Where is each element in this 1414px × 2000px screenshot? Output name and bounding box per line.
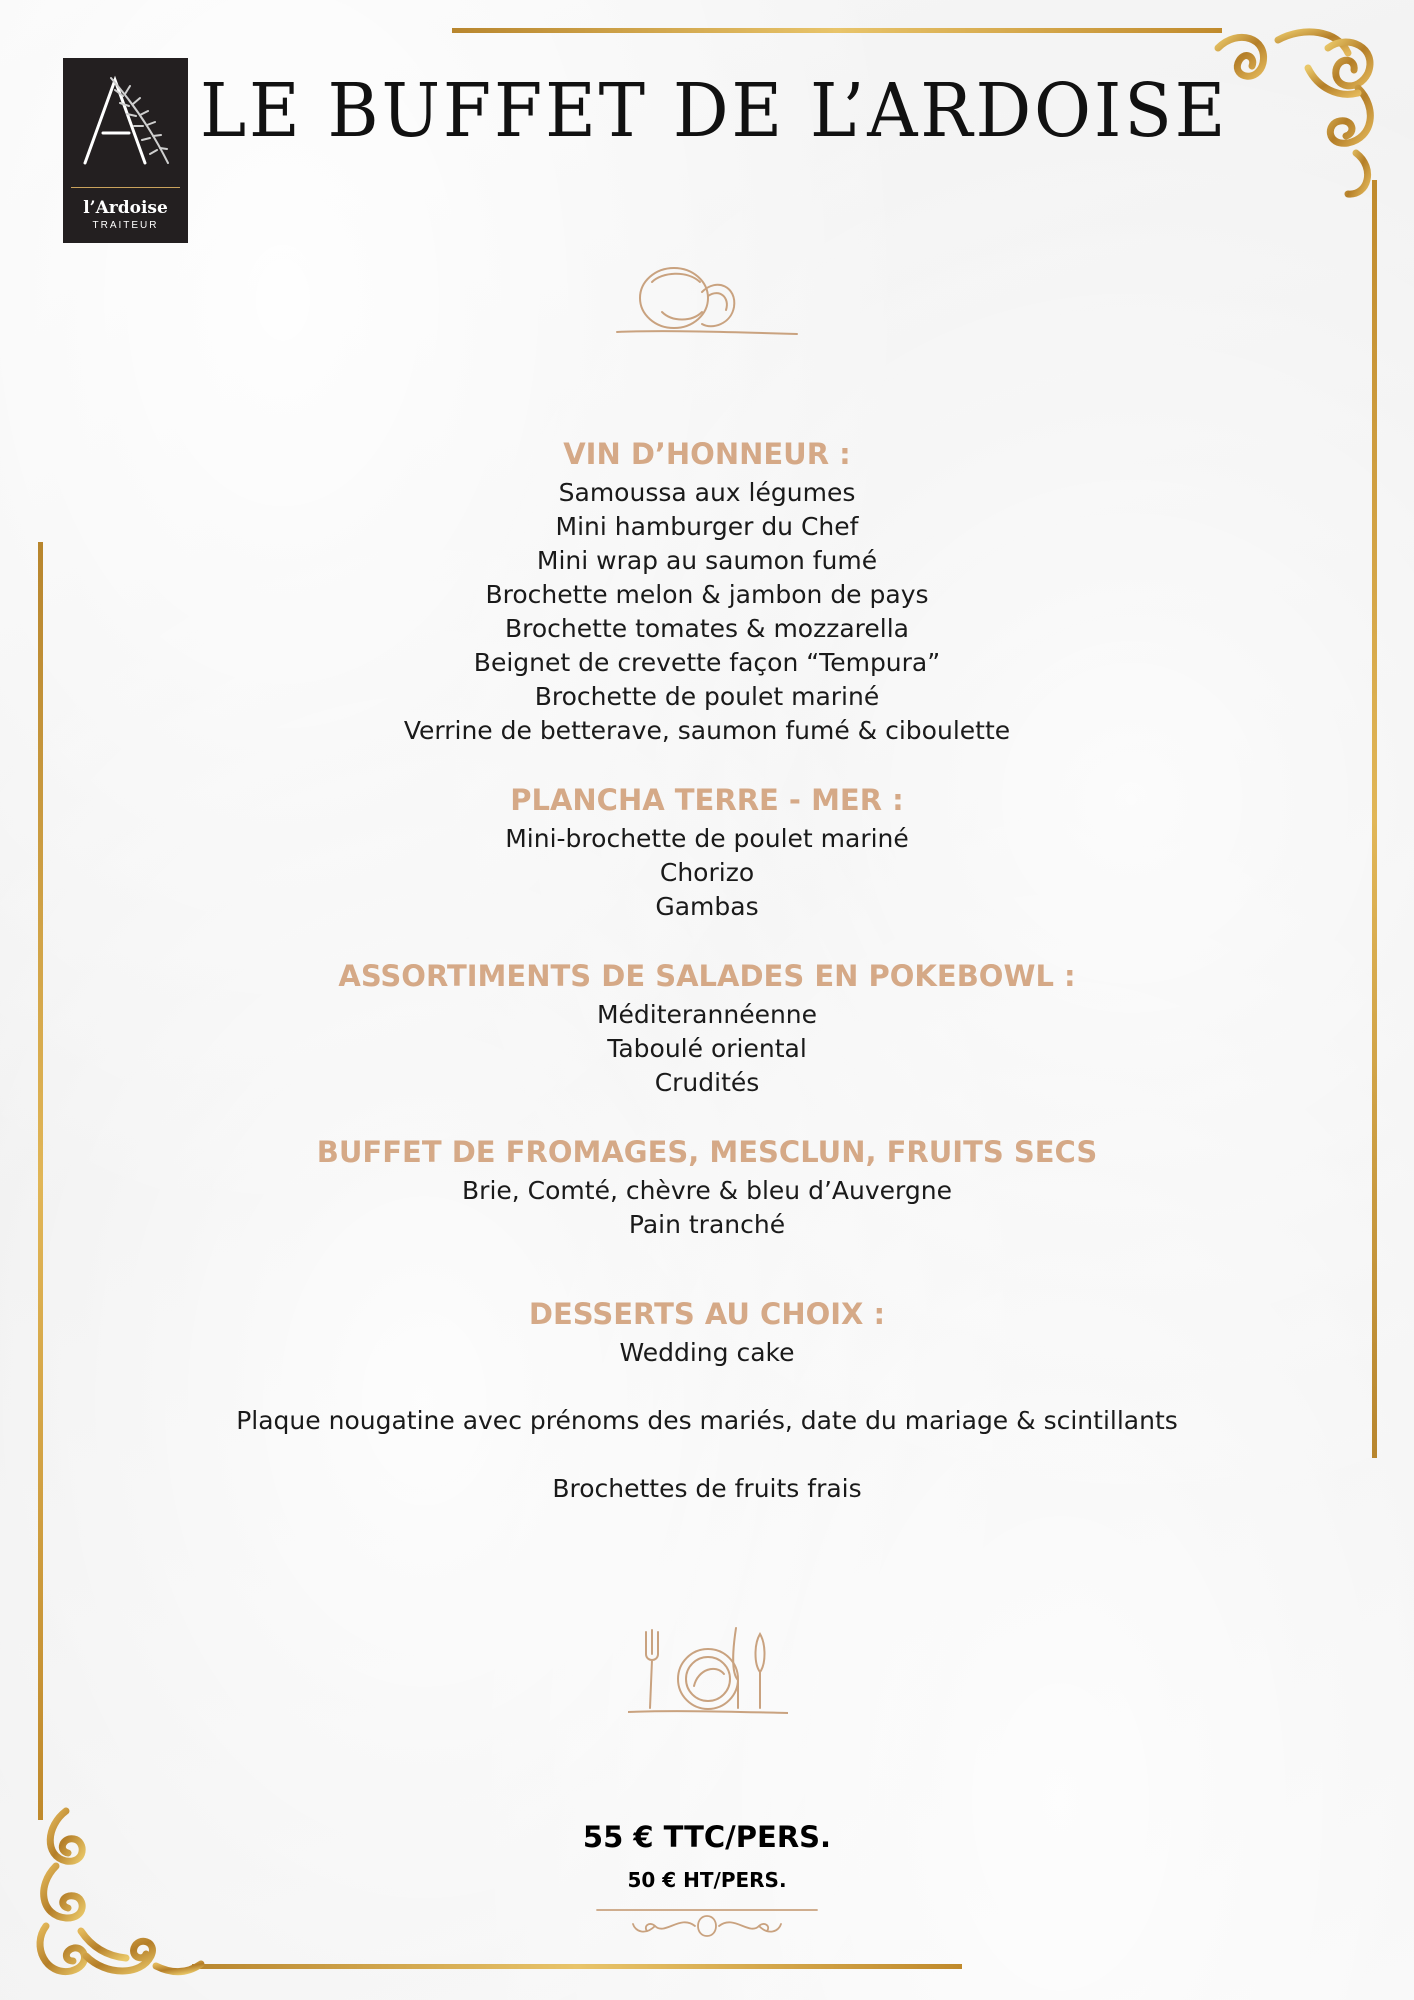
menu-item: Mini-brochette de poulet mariné — [505, 824, 909, 853]
brand-logo — [63, 58, 188, 243]
section-fromages — [180, 1130, 1234, 1242]
price-ttc: 55 € TTC/PERS. — [582, 1820, 832, 1854]
corner-ornament-top-right — [1208, 18, 1388, 198]
section-plancha — [180, 778, 1234, 924]
menu-item: Chorizo — [659, 858, 755, 887]
plate-cutlery-icon — [628, 1624, 788, 1719]
flourish-divider-icon — [595, 1906, 819, 1946]
section-title: DESSERTS AU CHOIX : — [528, 1297, 886, 1331]
menu-item: Verrine de betterave, saumon fumé & ciboulette — [403, 716, 1011, 745]
menu-item: Mini hamburger du Chef — [555, 512, 859, 541]
section-title: PLANCHA TERRE - MER : — [510, 783, 904, 817]
right-border-line — [1372, 180, 1377, 1458]
menu — [180, 432, 1234, 1536]
section-title: VIN D’HONNEUR : — [563, 437, 851, 471]
menu-item: Brie, Comté, chèvre & bleu d’Auvergne — [462, 1176, 952, 1205]
menu-item: Gambas — [655, 892, 759, 921]
section-title: ASSORTIMENTS DE SALADES EN POKEBOWL : — [338, 959, 1076, 993]
logo-subtitle: TRAITEUR — [92, 220, 159, 231]
corner-ornament-bottom-left — [26, 1806, 206, 1986]
section-desserts — [180, 1292, 1234, 1506]
section-title: BUFFET DE FROMAGES, MESCLUN, FRUITS SECS — [316, 1135, 1098, 1169]
menu-item: Brochette de poulet mariné — [534, 682, 880, 711]
rosemary-a-icon — [63, 58, 188, 188]
menu-item: Brochette melon & jambon de pays — [485, 580, 929, 609]
menu-item: Samoussa aux légumes — [558, 478, 856, 507]
logo-divider — [71, 187, 180, 188]
menu-item: Brochette tomates & mozzarella — [505, 614, 909, 643]
page-title: LE BUFFET DE L’ARDOISE — [200, 68, 1229, 154]
top-border-line — [452, 28, 1222, 33]
egg-lineart-icon — [612, 252, 802, 342]
menu-item: Brochettes de fruits frais — [552, 1474, 862, 1503]
menu-item: Plaque nougatine avec prénoms des mariés, date du mariage & scintillants — [236, 1406, 1178, 1435]
logo-name: l’Ardoise — [83, 198, 168, 218]
menu-item: Mini wrap au saumon fumé — [536, 546, 878, 575]
section-vin-honneur — [180, 432, 1234, 748]
menu-item: Wedding cake — [619, 1338, 795, 1367]
menu-item: Beignet de crevette façon “Tempura” — [473, 648, 941, 677]
menu-item: Crudités — [654, 1068, 760, 1097]
price-ht: 50 € HT/PERS. — [627, 1868, 787, 1892]
bottom-border-line — [192, 1964, 962, 1969]
menu-item: Méditerannéenne — [596, 1000, 818, 1029]
menu-item: Taboulé oriental — [607, 1034, 807, 1063]
section-salades — [180, 954, 1234, 1100]
left-border-line — [38, 542, 43, 1820]
menu-item: Pain tranché — [628, 1210, 786, 1239]
